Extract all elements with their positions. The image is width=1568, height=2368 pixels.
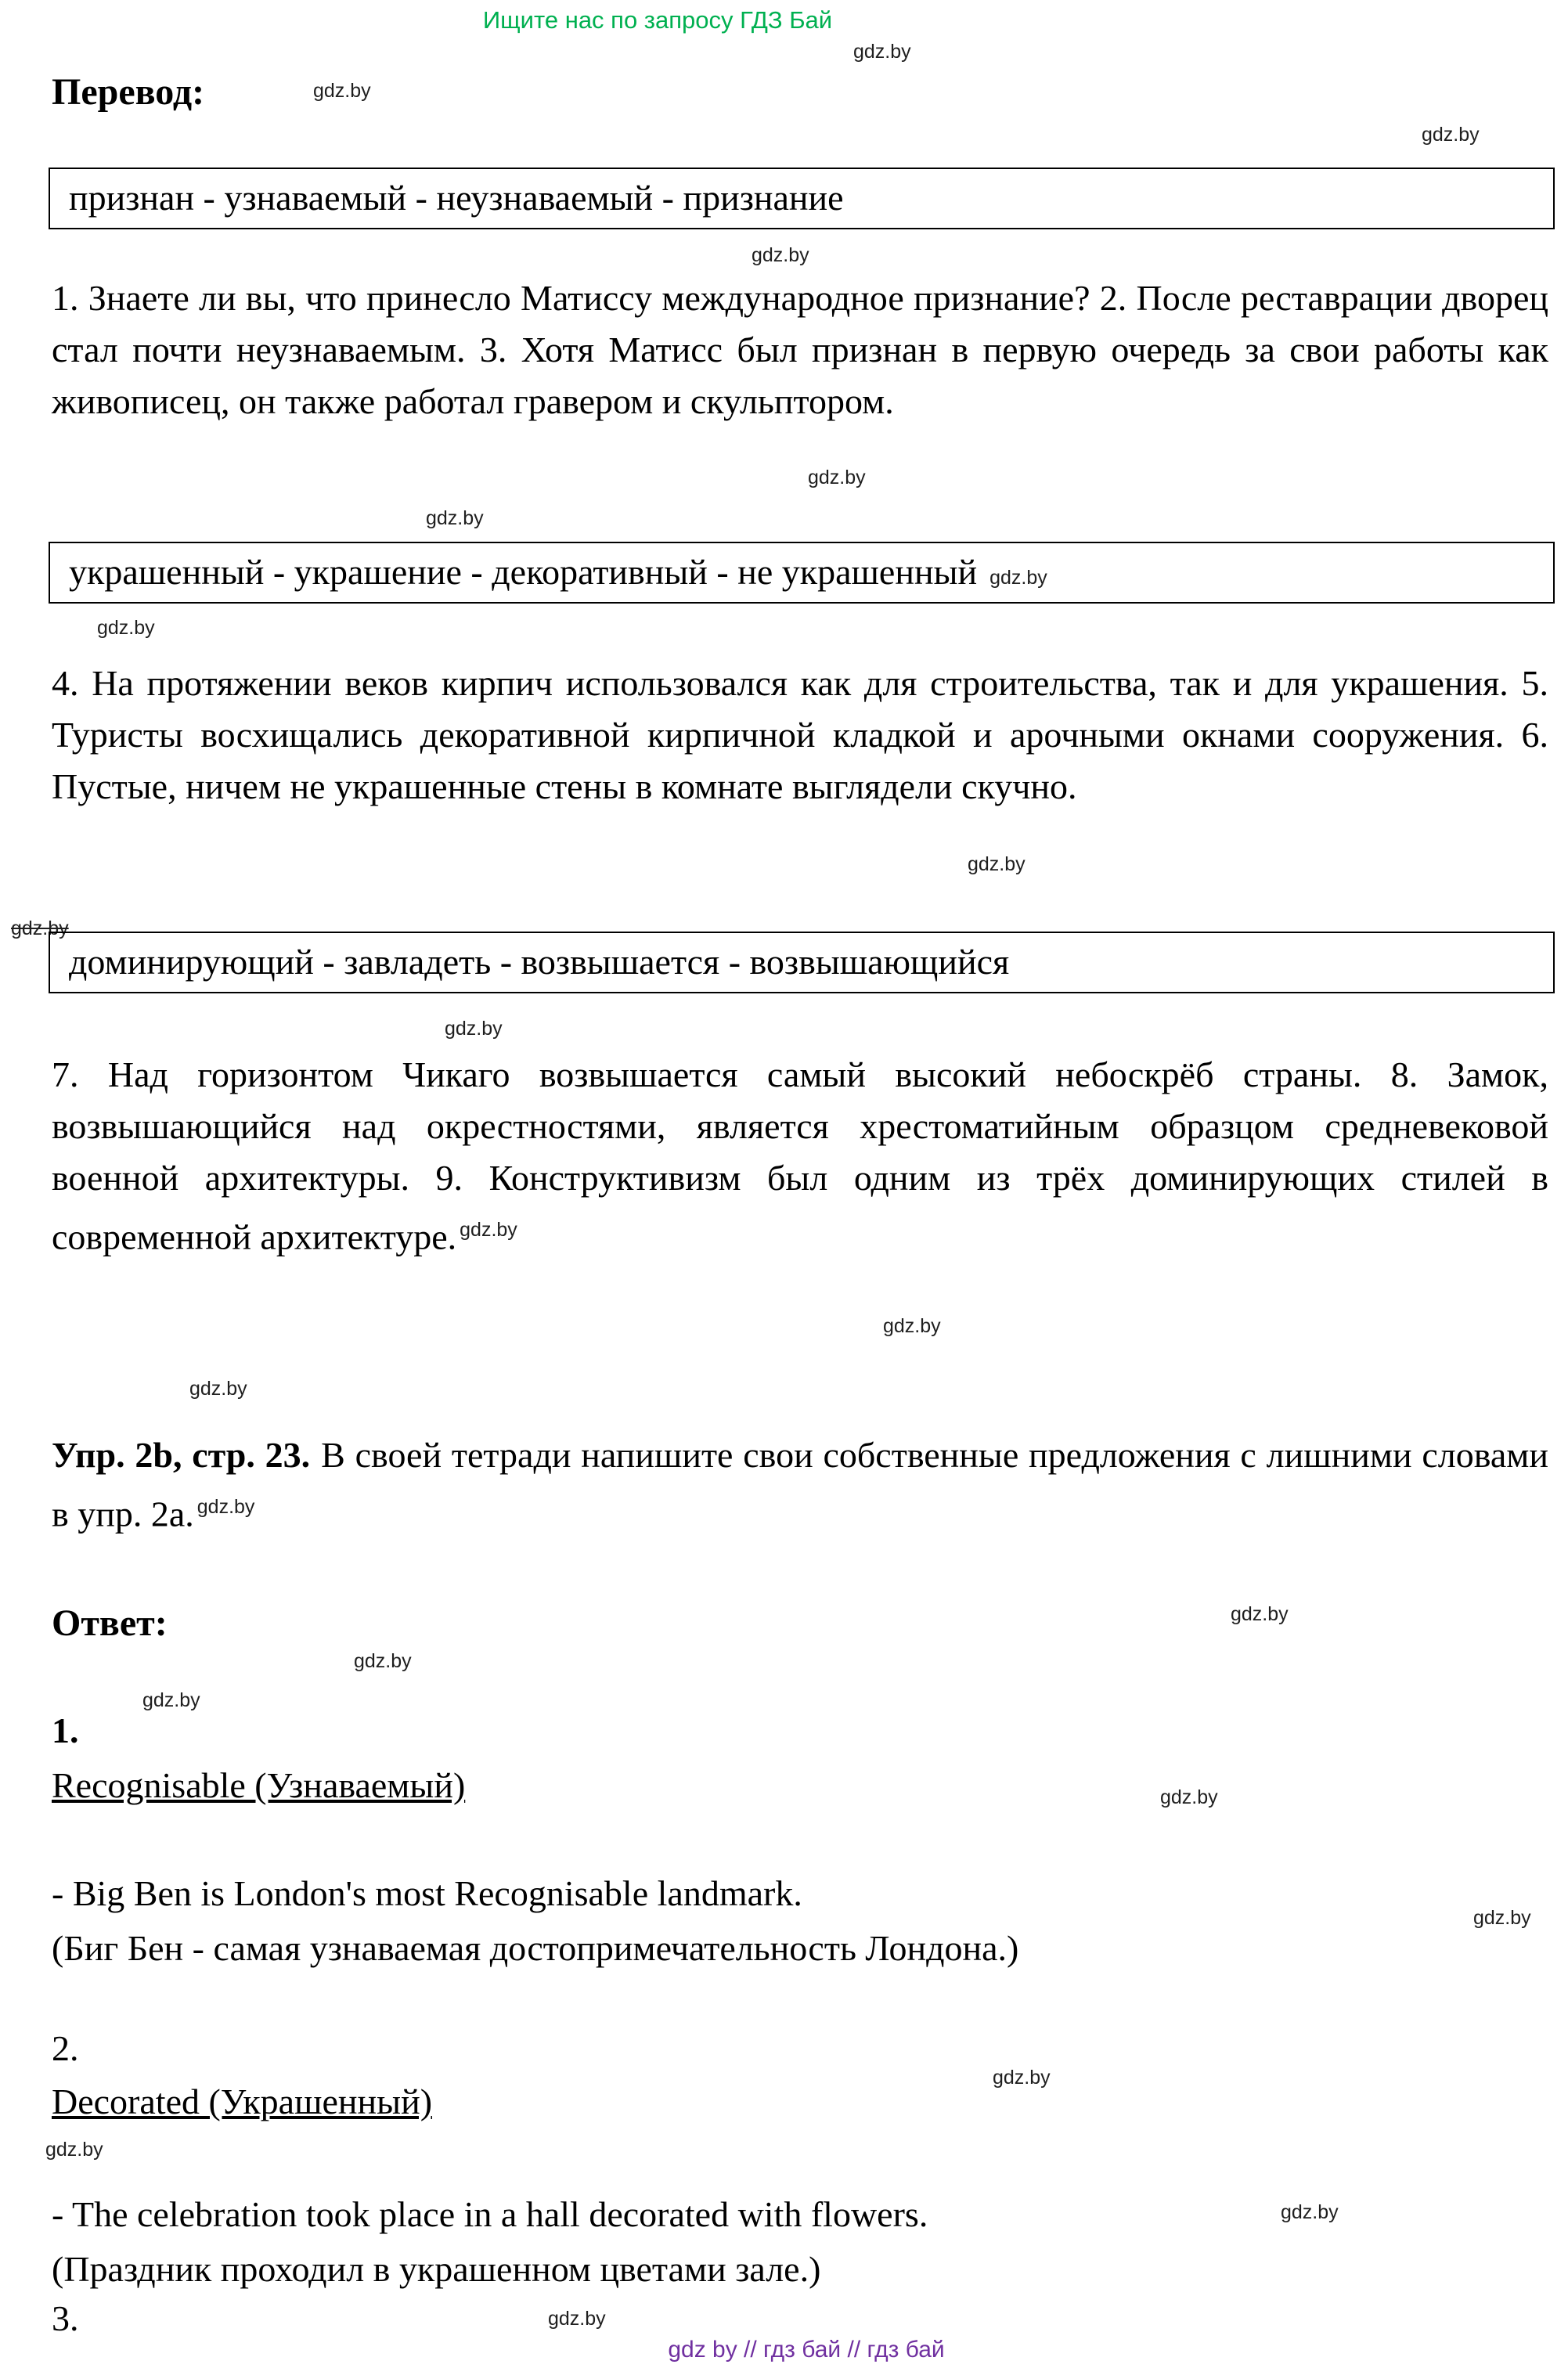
answer-item-1-sentence-ru: (Биг Бен - самая узнаваемая достопримечательность Лондона.): [52, 1928, 1019, 1968]
footer-tagline: gdz by // гдз бай // гдз бай: [668, 2337, 945, 2363]
answer-item-2-sentence-ru: (Праздник проходил в украшенном цветами зале.): [52, 2249, 821, 2289]
word-box-2-text: украшенный - украшение - декоративный - не украшенный: [69, 552, 978, 592]
answer-item-1-word: Recognisable (Узнаваемый): [52, 1765, 466, 1805]
gdz-watermark: gdz.by: [968, 853, 1026, 875]
translation-paragraph-3: [52, 1049, 1548, 1263]
gdz-watermark: gdz.by: [445, 1018, 503, 1040]
word-box-2: [49, 542, 1555, 604]
translation-paragraph-3-text: 7. Над горизонтом Чикаго возвышается самый высокий небоскрёб страны. 8. Замок, возвышающийся над окрестностями, является хрестоматийным образцом средневековой военной архитектуры. 9. Конструктивизм был одним из трёх доминирующих стилей в современной архитектуре.: [52, 1054, 1548, 1257]
answer-item-2-sentence-en: - The celebration took place in a hall decorated with flowers.: [52, 2194, 928, 2234]
answer-item-2-word: Decorated (Украшенный): [52, 2081, 433, 2121]
translation-paragraph-1: 1. Знаете ли вы, что принесло Матиссу международное признание? 2. После реставрации дворец стал почти неузнаваемым. 3. Хотя Матисс был признан в первую очередь за свои работы как живописец, он также работал гравером и скульптором.: [52, 278, 1548, 421]
exercise-2b-label: Упр. 2b, стр. 23.: [52, 1435, 311, 1475]
gdz-watermark: gdz.by: [752, 244, 809, 266]
answer-item-3-number: 3.: [52, 2298, 79, 2338]
gdz-watermark: gdz.by: [189, 1378, 247, 1400]
gdz-watermark: gdz.by: [1160, 1786, 1218, 1808]
gdz-watermark: gdz.by: [313, 80, 371, 102]
exercise-2b: [52, 1429, 1548, 1540]
translation-heading: Перевод:: [52, 71, 205, 113]
gdz-watermark: gdz.by: [426, 507, 484, 529]
gdz-watermark: gdz.by: [460, 1219, 517, 1241]
promo-banner: Ищите нас по запросу ГДЗ Бай: [482, 6, 833, 34]
gdz-watermark: gdz.by: [853, 41, 911, 63]
answer-item-1-sentence-en: - Big Ben is London's most Recognisable landmark.: [52, 1873, 802, 1913]
gdz-watermark: gdz.by: [993, 2067, 1051, 2089]
gdz-watermark: gdz.by: [1281, 2201, 1339, 2223]
gdz-watermark: gdz.by: [97, 617, 155, 639]
gdz-watermark: gdz.by: [45, 2139, 103, 2161]
exercise-2b-text: В своей тетради напишите свои собственные предложения с лишними словами в упр. 2a.: [52, 1435, 1548, 1534]
word-box-1: [49, 168, 1555, 229]
gdz-watermark: gdz.by: [883, 1315, 941, 1337]
word-box-3-text: доминирующий - завладеть - возвышается - возвышающийся: [69, 942, 1010, 982]
gdz-watermark: gdz.by: [142, 1689, 200, 1711]
gdz-watermark: gdz.by: [1231, 1603, 1289, 1625]
gdz-watermark: gdz.by: [548, 2308, 606, 2330]
answer-heading: Ответ:: [52, 1602, 168, 1644]
gdz-watermark: gdz.by: [989, 567, 1047, 589]
answer-item-1-number: 1.: [52, 1710, 79, 1750]
gdz-watermark: gdz.by: [808, 467, 866, 488]
gdz-watermark: gdz.by: [1473, 1907, 1531, 1929]
gdz-watermark: gdz.by: [11, 917, 69, 939]
word-box-1-text: признан - узнаваемый - неузнаваемый - признание: [69, 178, 844, 218]
gdz-watermark: gdz.by: [354, 1650, 412, 1672]
gdz-watermark: gdz.by: [1422, 124, 1480, 146]
translation-paragraph-2: 4. На протяжении веков кирпич использовался как для строительства, так и для украшения. 5. Туристы восхищались декоративной кирпичной кладкой и арочными окнами сооружения. 6. Пустые, ничем не украшенные стены в комнате выглядели скучно.: [52, 663, 1548, 806]
word-box-3: [49, 932, 1555, 993]
gdz-watermark: gdz.by: [196, 1496, 255, 1518]
answer-item-2-number: 2.: [52, 2028, 79, 2068]
